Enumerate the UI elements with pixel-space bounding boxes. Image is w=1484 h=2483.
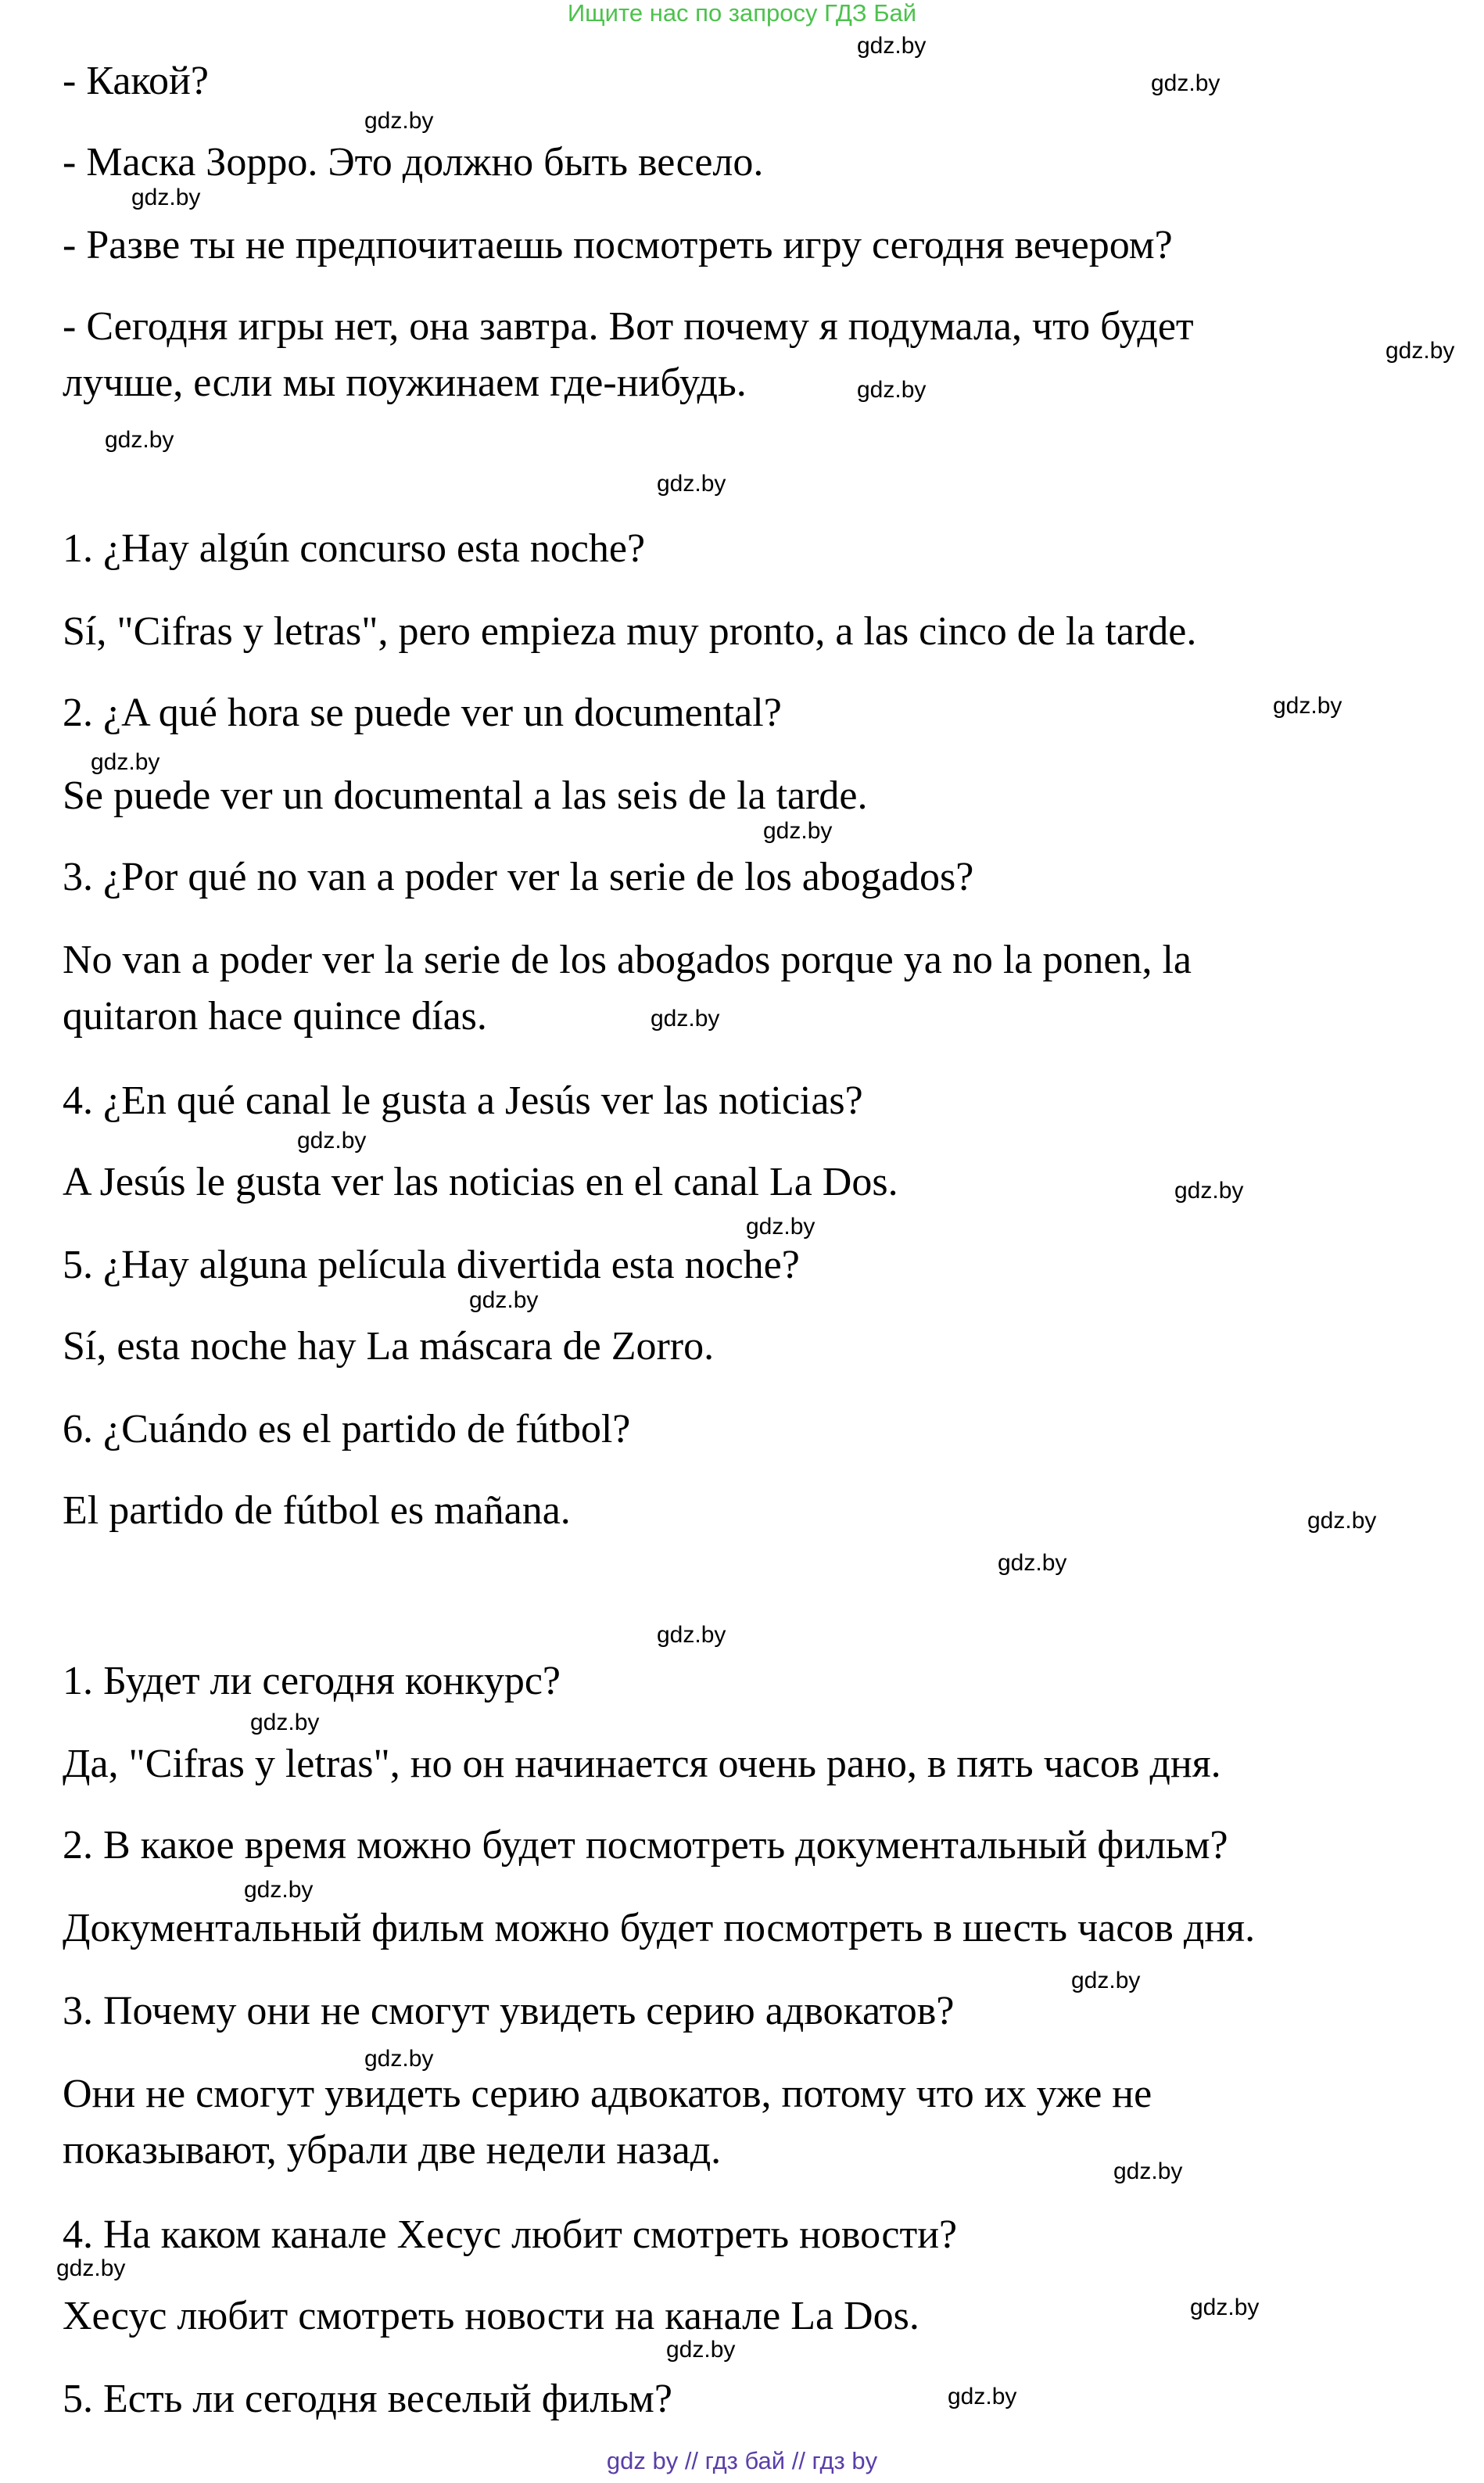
text-line: Se puede ver un documental a las seis de la tarde. bbox=[63, 773, 868, 818]
watermark: gdz.by bbox=[1174, 1178, 1244, 1204]
text-line: 2. ¿A qué hora se puede ver un documental? bbox=[63, 691, 782, 735]
footer-links: gdz by // гдз бай // гдз by bbox=[606, 2447, 878, 2474]
text-line: A Jesús le gusta ver las noticias en el canal La Dos. bbox=[63, 1160, 898, 1204]
watermark: gdz.by bbox=[364, 2046, 434, 2072]
text-line: - Разве ты не предпочитаешь посмотреть игру сегодня вечером? bbox=[63, 223, 1173, 267]
watermark: gdz.by bbox=[948, 2384, 1017, 2409]
text-line: 4. ¿En qué canal le gusta a Jesús ver las noticias? bbox=[63, 1078, 863, 1123]
text-line: 5. Есть ли сегодня веселый фильм? bbox=[63, 2377, 672, 2421]
text-line: показывают, убрали две недели назад. bbox=[63, 2128, 722, 2173]
text-line: лучше, если мы поужинаем где-нибудь. bbox=[63, 361, 747, 405]
watermark: gdz.by bbox=[1190, 2295, 1260, 2320]
watermark: gdz.by bbox=[91, 749, 160, 775]
top-banner: Ищите нас по запросу ГДЗ Бай bbox=[567, 0, 917, 27]
text-line: 3. ¿Por qué no van a poder ver la serie de los abogados? bbox=[63, 855, 974, 899]
watermark: gdz.by bbox=[469, 1287, 539, 1313]
watermark: gdz.by bbox=[1273, 693, 1342, 719]
watermark: gdz.by bbox=[857, 33, 927, 59]
text-line: Документальный фильм можно будет посмотреть в шесть часов дня. bbox=[63, 1906, 1256, 1950]
watermark: gdz.by bbox=[364, 108, 434, 134]
text-line: 2. В какое время можно будет посмотреть документальный фильм? bbox=[63, 1823, 1228, 1868]
watermark: gdz.by bbox=[763, 818, 833, 844]
watermark: gdz.by bbox=[1113, 2158, 1183, 2184]
watermark: gdz.by bbox=[244, 1877, 314, 1903]
watermark: gdz.by bbox=[746, 1214, 815, 1240]
text-line: El partido de fútbol es mañana. bbox=[63, 1488, 571, 1533]
text-line: - Маска Зорро. Это должно быть весело. bbox=[63, 140, 764, 185]
watermark: gdz.by bbox=[1307, 1508, 1377, 1534]
text-line: Sí, esta noche hay La máscara de Zorro. bbox=[63, 1324, 715, 1369]
text-line: 4. На каком канале Хесус любит смотреть новости? bbox=[63, 2212, 958, 2257]
watermark: gdz.by bbox=[1151, 70, 1221, 96]
watermark: gdz.by bbox=[651, 1006, 720, 1032]
watermark: gdz.by bbox=[857, 377, 927, 403]
text-line: quitaron hace quince días. bbox=[63, 994, 487, 1039]
text-line: Хесус любит смотреть новости на канале La Dos. bbox=[63, 2294, 919, 2338]
watermark: gdz.by bbox=[250, 1710, 320, 1735]
watermark: gdz.by bbox=[105, 427, 174, 453]
watermark: gdz.by bbox=[131, 185, 201, 210]
watermark: gdz.by bbox=[1071, 1968, 1141, 1993]
watermark: gdz.by bbox=[1385, 338, 1455, 364]
text-line: 5. ¿Hay alguna película divertida esta noche? bbox=[63, 1243, 800, 1287]
text-line: 1. Будет ли сегодня конкурс? bbox=[63, 1659, 561, 1703]
watermark: gdz.by bbox=[657, 1622, 726, 1648]
text-line: 6. ¿Cuándo es el partido de fútbol? bbox=[63, 1407, 631, 1451]
watermark: gdz.by bbox=[998, 1550, 1067, 1576]
text-line: Они не смогут увидеть серию адвокатов, потому что их уже не bbox=[63, 2072, 1152, 2116]
text-line: 1. ¿Hay algún concurso esta noche? bbox=[63, 526, 646, 571]
text-line: Sí, "Cifras y letras", pero empieza muy pronto, a las cinco de la tarde. bbox=[63, 609, 1197, 654]
watermark: gdz.by bbox=[657, 471, 726, 497]
watermark: gdz.by bbox=[666, 2337, 736, 2363]
text-line: - Какой? bbox=[63, 59, 209, 103]
text-line: - Сегодня игры нет, она завтра. Вот почему я подумала, что будет bbox=[63, 304, 1194, 349]
watermark: gdz.by bbox=[297, 1128, 367, 1154]
text-line: No van a poder ver la serie de los abogados porque ya no la ponen, la bbox=[63, 938, 1192, 982]
text-line: Да, "Cifras y letras", но он начинается очень рано, в пять часов дня. bbox=[63, 1742, 1221, 1786]
text-line: 3. Почему они не смогут увидеть серию адвокатов? bbox=[63, 1989, 955, 2033]
watermark: gdz.by bbox=[56, 2255, 126, 2281]
